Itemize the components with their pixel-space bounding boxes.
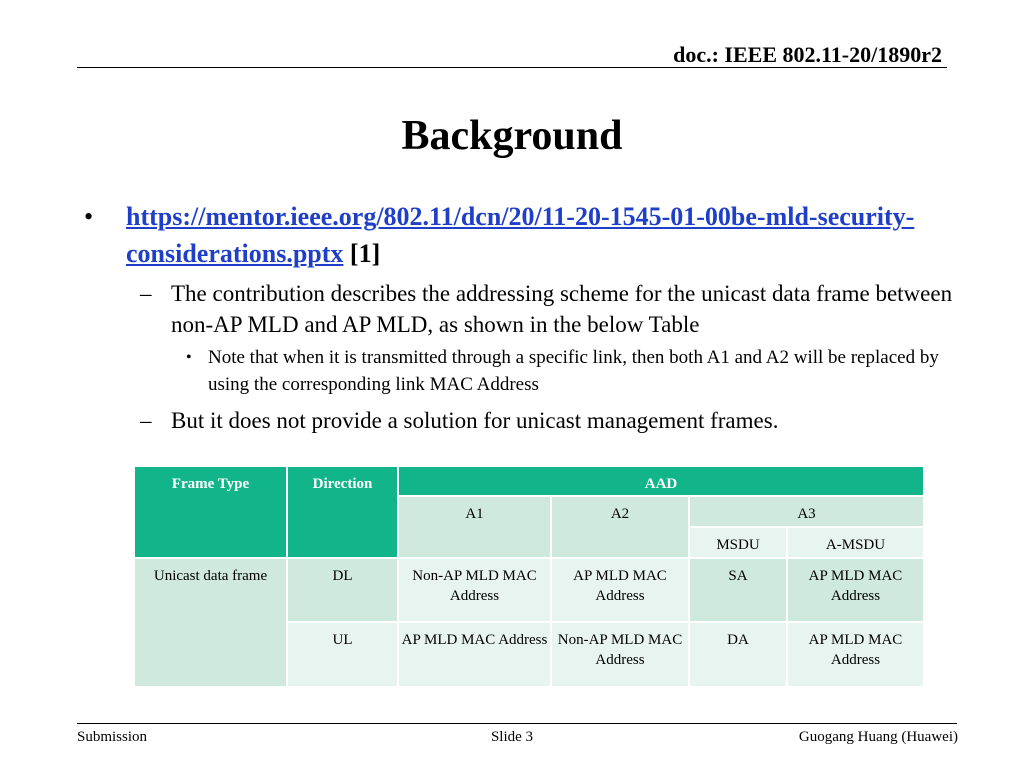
- sub-bullet-text: The contribution describes the addressing scheme for the unicast data frame between non-AP MLD and AP MLD, as shown in the below Table: [171, 281, 953, 337]
- header-a3: A3: [689, 496, 924, 527]
- header-frame-type: Frame Type: [134, 466, 287, 558]
- aad-table: [133, 465, 925, 688]
- a2-cell: AP MLD MAC Address: [551, 558, 689, 622]
- header-divider: [77, 67, 947, 68]
- amsdu-cell: AP MLD MAC Address: [787, 622, 924, 687]
- header-aad: AAD: [398, 466, 924, 496]
- msdu-cell: SA: [689, 558, 787, 622]
- footer-author: Guogang Huang (Huawei): [798, 729, 958, 745]
- footer-divider: [77, 723, 957, 724]
- dash-marker: –: [140, 408, 152, 433]
- note-text: Note that when it is transmitted through a specific link, then both A1 and A2 will be replaced by using the corresponding link MAC Address: [208, 347, 939, 395]
- direction-cell: DL: [287, 558, 398, 622]
- header-a1: A1: [398, 496, 551, 558]
- bullet-marker: •: [84, 202, 94, 231]
- table-row: [134, 558, 924, 622]
- slide-title: Background: [401, 113, 623, 159]
- footer-slide-number: Slide 3: [490, 729, 534, 745]
- a1-cell: AP MLD MAC Address: [398, 622, 551, 687]
- bullet-marker: •: [186, 349, 192, 366]
- sub-bullet-text: But it does not provide a solution for unicast management frames.: [171, 408, 779, 433]
- reference-link[interactable]: https://mentor.ieee.org/802.11/dcn/20/11-20-1545-01-00be-mld-security-considerations.pptx: [126, 202, 915, 268]
- frame-type-cell: Unicast data frame: [134, 558, 287, 687]
- amsdu-cell: AP MLD MAC Address: [787, 558, 924, 622]
- dash-marker: –: [140, 281, 152, 306]
- a2-cell: Non-AP MLD MAC Address: [551, 622, 689, 687]
- reference-number: [1]: [349, 239, 381, 268]
- footer-submission: Submission: [77, 729, 148, 745]
- msdu-cell: DA: [689, 622, 787, 687]
- direction-cell: UL: [287, 622, 398, 687]
- header-msdu: MSDU: [689, 527, 787, 558]
- header-a2: A2: [551, 496, 689, 558]
- header-direction: Direction: [287, 466, 398, 558]
- document-id: doc.: IEEE 802.11-20/1890r2: [673, 42, 942, 67]
- a1-cell: Non-AP MLD MAC Address: [398, 558, 551, 622]
- header-amsdu: A-MSDU: [787, 527, 924, 558]
